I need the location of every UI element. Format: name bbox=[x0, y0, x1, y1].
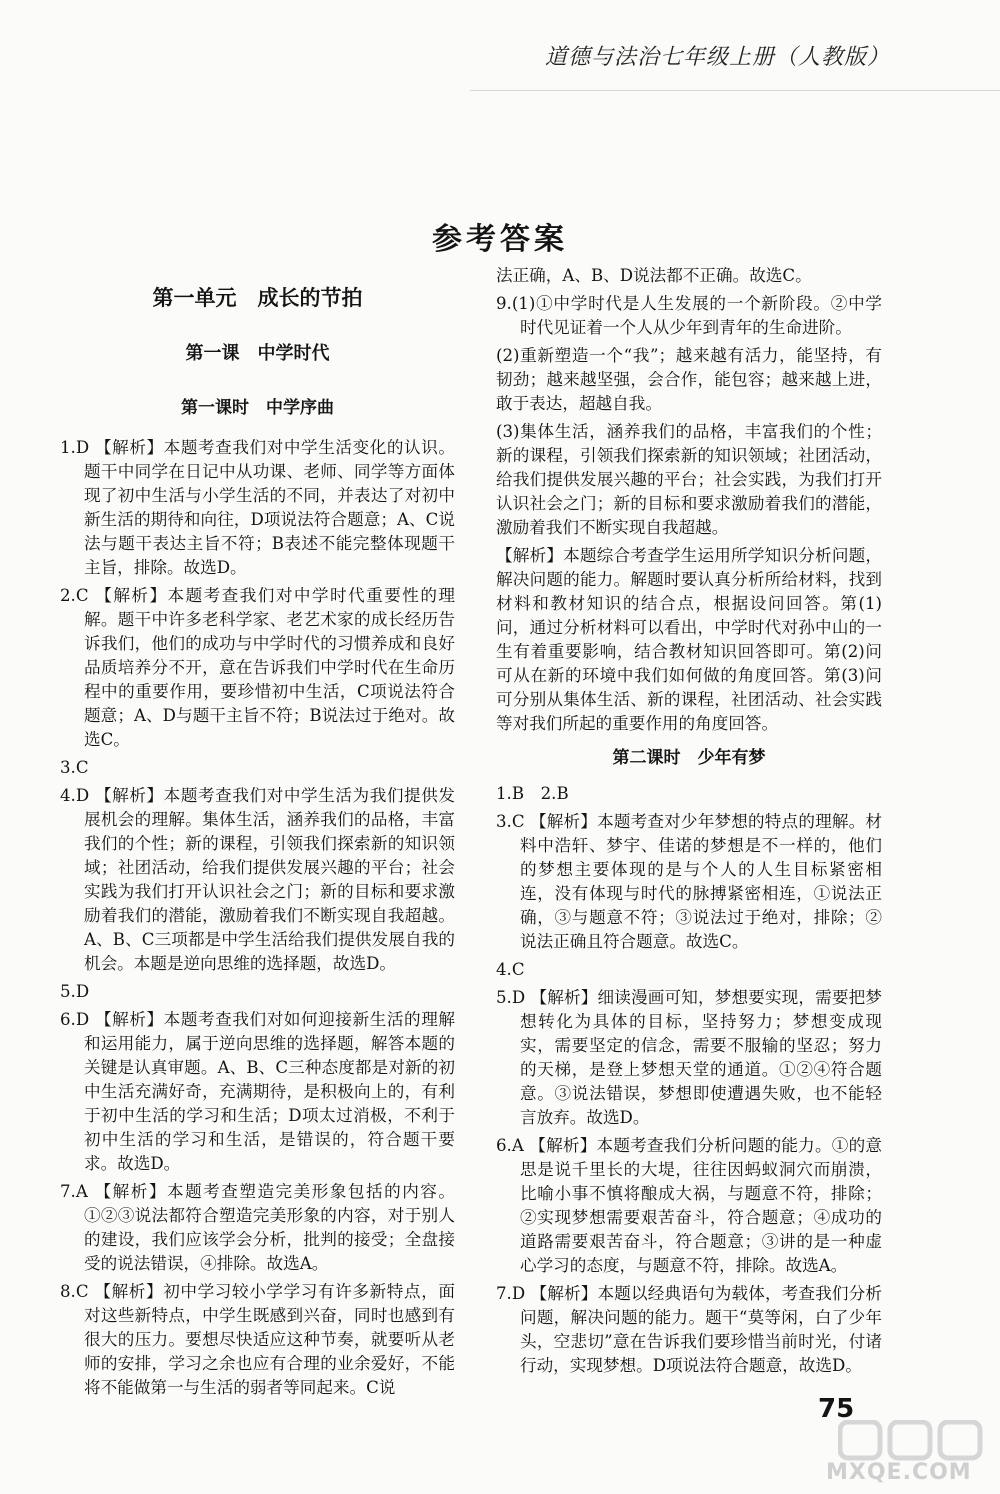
answer-item: 7.A 【解析】本题考查塑造完美形象包括的内容。①②③说法都符合塑造完美形象的内容，对于别人的建设，我们应该学会分析，批判的接受；全盘接受的说法错误，④排除。故选A。 bbox=[60, 1182, 455, 1273]
answer-item: 3.C bbox=[60, 758, 89, 777]
period-title-2: 第二课时 少年有梦 bbox=[612, 748, 766, 768]
answer-continuation: 法正确，A、B、D说法都不正确。故选C。 bbox=[496, 266, 812, 285]
answer-9-part: (3)集体生活，涵养我们的品格，丰富我们的个性；新的课程，引领我们探索新的知识领域；社团活动，给我们提供发展兴趣的平台；社会实践，为我们打开认识社会之门；新的目标和要求激励着我们的潜能，激励着我们不断实现自我超越。 bbox=[496, 422, 882, 537]
right-column bbox=[496, 264, 882, 1382]
unit-title: 第一单元 成长的节拍 bbox=[152, 286, 363, 310]
answer-9-part: (2)重新塑造一个“我”；越来越有活力，能坚持，有韧劲；越来越坚强，会合作，能包容；越来越上进，敢于表达，超越自我。 bbox=[496, 346, 882, 413]
answer-9-part: 9.(1)①中学时代是人生发展的一个新阶段。②中学时代见证着一个人从少年到青年的生命进阶。 bbox=[496, 294, 882, 337]
answer-item: 8.C 【解析】初中学习较小学学习有许多新特点，面对这些新特点，中学生既感到兴奋，同时也感到有很大的压力。要想尽快适应这种节奏，就要听从老师的安排，学习之余也应有合理的业余爱好，不能将不能做第一与生活的弱者等同起来。C说 bbox=[60, 1282, 455, 1397]
watermark-text: MXQE.COM bbox=[826, 1460, 972, 1485]
lesson-title: 第一课 中学时代 bbox=[185, 343, 330, 364]
answer-item: 1.B 2.B bbox=[496, 784, 569, 803]
answer-item: 5.D bbox=[60, 982, 90, 1001]
answer-item: 1.D 【解析】本题考查我们对中学生活变化的认识。题干中同学在日记中从功课、老师、同学等方面体现了初中生活与小学生活的不同，并表达了对初中新生活的期待和向往，D项说法符合题意；A、C说法与题干表达主旨不符；B表述不能完整体现题干主旨，排除。故选D。 bbox=[60, 438, 455, 577]
period-title-1: 第一课时 中学序曲 bbox=[181, 398, 334, 418]
answer-item: 4.C bbox=[496, 960, 525, 979]
header-rule bbox=[470, 90, 1000, 91]
book-title-header: 道德与法治七年级上册（人教版） bbox=[544, 45, 890, 70]
answer-item: 4.D 【解析】本题考查我们对中学生活为我们提供发展机会的理解。集体生活，涵养我们的品格，丰富我们的个性；新的课程，引领我们探索新的知识领域；社团活动，给我们提供发展兴趣的平台；社会实践为我们打开认识社会之门；新的目标和要求激励着我们的潜能，激励着我们不断实现自我超越。A、B、C三项都是中学生活给我们提供发展自我的机会。本题是逆向思维的选择题，故选D。 bbox=[60, 786, 455, 973]
answer-item: 6.A 【解析】本题考查我们分析问题的能力。①的意思是说千里长的大堤，往往因蚂蚁洞穴而崩溃，比喻小事不慎将酿成大祸，与题意不符，排除；②实现梦想需要艰苦奋斗，符合题意；④成功的道路需要艰苦奋斗，符合题意；③讲的是一种虚心学习的态度，与题意不符，排除。故选A。 bbox=[496, 1136, 882, 1275]
answer-9-analysis: 【解析】本题综合考查学生运用所学知识分析问题，解决问题的能力。解题时要认真分析所给材料，找到材料和教材知识的结合点，根据设问回答。第(1)问，通过分析材料可以看出，中学时代对孙中山的一生有着重要影响，结合教材知识回答即可。第(2)问可从在新的环境中我们如何做的角度回答。第(3)问可分别从集体生活、新的课程，社团活动、社会实践等对我们所起的重要作用的角度回答。 bbox=[496, 546, 882, 733]
answer-item: 2.C 【解析】本题考查我们对中学时代重要性的理解。题干中许多老科学家、老艺术家的成长经历告诉我们，他们的成功与中学时代的习惯养成和良好品质培养分不开，意在告诉我们中学时代在生命历程中的重要作用，要珍惜初中生活，C项说法符合题意；A、D与题干主旨不符；B说法过于绝对。故选C。 bbox=[60, 586, 455, 749]
answer-item: 3.C 【解析】本题考查对少年梦想的特点的理解。材料中浩轩、梦宇、佳诺的梦想是不一样的，他们的梦想主要体现的是与个人的人生目标紧密相连，没有体现与时代的脉搏紧密相连，①说法正确，③与题意不符；③说法过于绝对，排除；②说法正确且符合题意。故选C。 bbox=[496, 812, 882, 951]
answer-item: 7.D 【解析】本题以经典语句为载体，考查我们分析问题，解决问题的能力。题干“莫等闲，白了少年头，空悲切”意在告诉我们要珍惜当前时光，付诸行动，实现梦想。D项说法符合题意，故选D。 bbox=[496, 1284, 882, 1375]
left-column bbox=[60, 282, 455, 1404]
answer-item: 6.D 【解析】本题考查我们对如何迎接新生活的理解和运用能力，属于逆向思维的选择题，解答本题的关键是认真审题。A、B、C三种态度都是对新的初中生活充满好奇，充满期待，是积极向上的，有利于初中生活的学习和生活；D项太过消极，不利于初中生活的学习和生活，是错误的，符合题干要求。故选D。 bbox=[60, 1010, 455, 1173]
page-title: 参考答案 bbox=[432, 222, 568, 257]
answer-item: 5.D 【解析】细读漫画可知，梦想要实现，需要把梦想转化为具体的目标，坚持努力；梦想变成现实，需要坚定的信念，需要不服输的坚忍；努力的天梯，是登上梦想天堂的通道。①②④符合题意。③说法错误，梦想即使遭遇失败，也不能轻言放弃。故选D。 bbox=[496, 988, 882, 1127]
page-number: 75 bbox=[818, 1394, 855, 1424]
